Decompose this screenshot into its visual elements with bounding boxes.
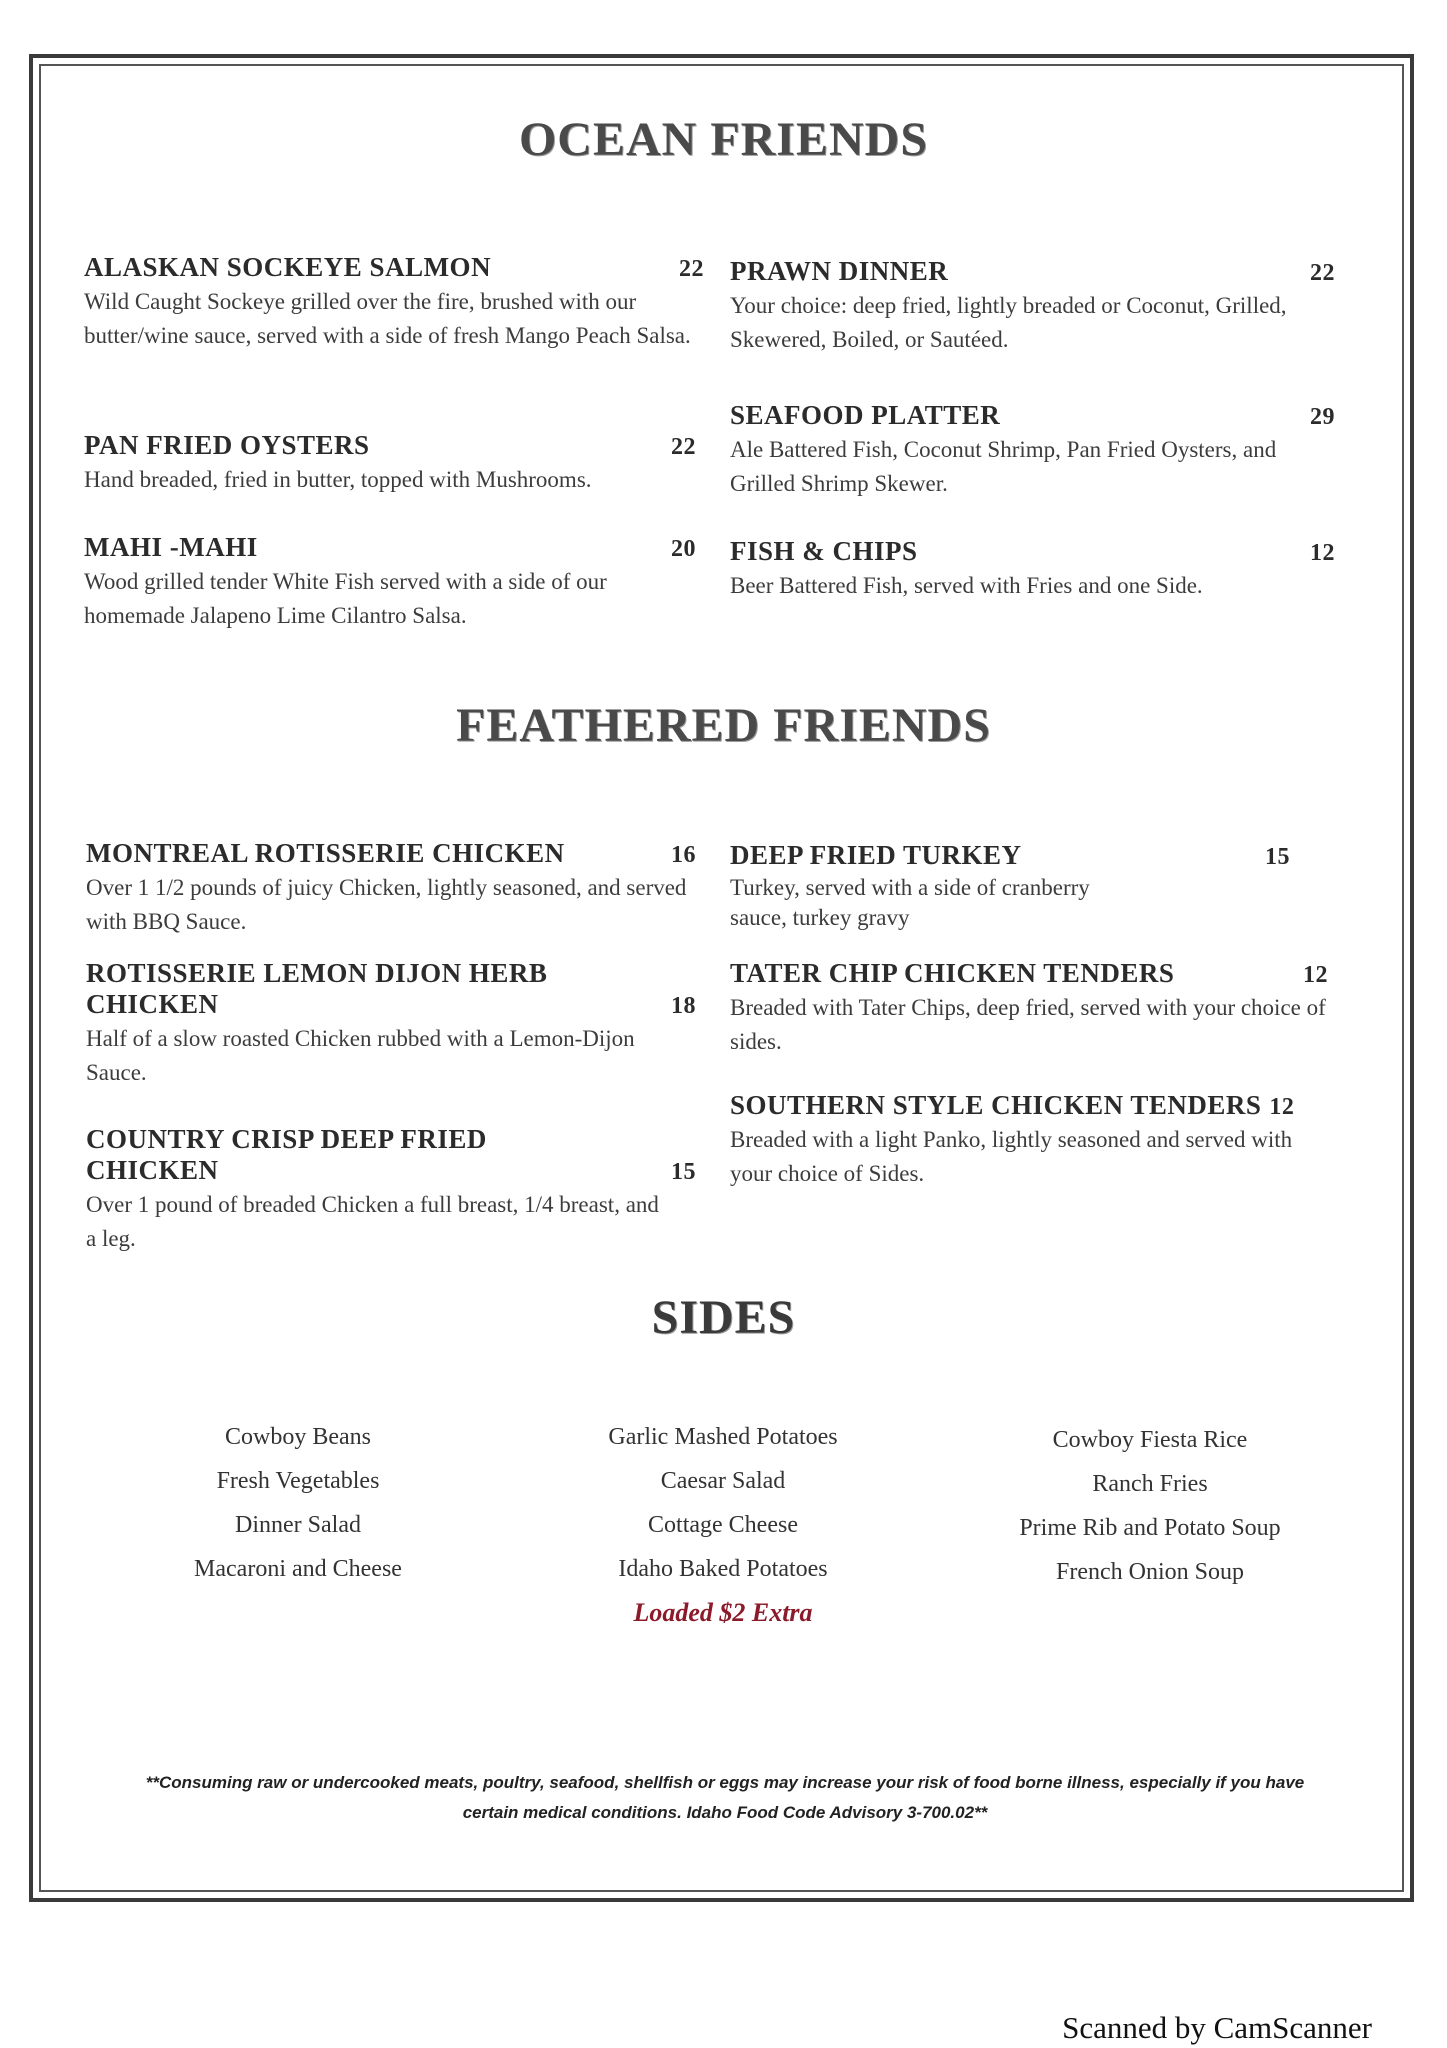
item-name-line2: CHICKEN (86, 1155, 219, 1185)
menu-item-alaskan-sockeye-salmon (84, 252, 704, 353)
menu-item-rotisserie-lemon-dijon-herb-chicken (86, 958, 696, 1090)
item-price: 29 (1310, 404, 1335, 430)
sides-column-1 (118, 1415, 478, 1591)
item-name: COUNTRY CRISP DEEP FRIED (86, 1124, 487, 1154)
menu-item-prawn-dinner (730, 256, 1335, 357)
item-description: Over 1 pound of breaded Chicken a full breast, 1/4 breast, and a leg. (86, 1192, 659, 1251)
menu-item-seafood-platter (730, 400, 1335, 501)
item-name: MONTREAL ROTISSERIE CHICKEN (86, 838, 565, 868)
item-price: 22 (1310, 260, 1335, 286)
item-description: Beer Battered Fish, served with Fries and one Side. (730, 573, 1203, 598)
item-name: TATER CHIP CHICKEN TENDERS (730, 958, 1175, 988)
side-item: Fresh Vegetables (216, 1468, 380, 1494)
side-item: Cowboy Beans (225, 1424, 371, 1450)
menu-item-mahi-mahi (84, 532, 696, 633)
menu-item-country-crisp-deep-fried-chicken (86, 1124, 696, 1256)
side-item: Cottage Cheese (648, 1512, 798, 1538)
item-name: FISH & CHIPS (730, 536, 918, 566)
disclaimer-line-1: **Consuming raw or undercooked meats, poultry, seafood, shellfish or eggs may increase your risk of food borne illness, especially if you have (145, 1773, 1305, 1792)
food-safety-disclaimer (80, 1768, 1370, 1828)
item-description: Turkey, served with a side of cranberry sauce, turkey gravy (730, 875, 1090, 930)
menu-item-southern-style-chicken-tenders (730, 1090, 1335, 1191)
side-item: Cowboy Fiesta Rice (1052, 1427, 1248, 1453)
item-description: Half of a slow roasted Chicken rubbed with a Lemon-Dijon Sauce. (86, 1026, 635, 1085)
item-description: Your choice: deep fried, lightly breaded or Coconut, Grilled, Skewered, Boiled, or Sautéed. (730, 293, 1287, 352)
item-name: MAHI -MAHI (84, 532, 258, 562)
item-name: PRAWN DINNER (730, 256, 949, 286)
side-item: Idaho Baked Potatoes (618, 1556, 828, 1582)
item-name: SOUTHERN STYLE CHICKEN TENDERS (730, 1090, 1262, 1120)
side-item: Dinner Salad (235, 1512, 361, 1538)
camscanner-watermark: Scanned by CamScanner (1062, 2010, 1372, 2045)
ocean-friends-title: OCEAN FRIENDS (518, 113, 929, 166)
side-item: Garlic Mashed Potatoes (608, 1424, 838, 1450)
item-price: 18 (671, 993, 696, 1019)
item-name-line2: CHICKEN (86, 989, 219, 1019)
item-description: Wild Caught Sockeye grilled over the fire, brushed with our butter/wine sauce, served with a side of fresh Mango Peach Salsa. (84, 289, 691, 348)
side-item: Macaroni and Cheese (194, 1556, 402, 1582)
menu-item-pan-fried-oysters (84, 430, 696, 497)
feathered-friends-title: FEATHERED FRIENDS (456, 699, 991, 752)
item-description: Breaded with a light Panko, lightly seasoned and served with your choice of Sides. (730, 1127, 1293, 1186)
item-description: Over 1 1/2 pounds of juicy Chicken, lightly seasoned, and served with BBQ Sauce. (86, 875, 687, 934)
item-price: 20 (671, 536, 696, 562)
item-name: DEEP FRIED TURKEY (730, 840, 1022, 870)
item-name: PAN FRIED OYSTERS (84, 430, 370, 460)
sides-column-3 (970, 1418, 1330, 1594)
menu-item-deep-fried-turkey (730, 840, 1290, 933)
item-name: ROTISSERIE LEMON DIJON HERB (86, 958, 548, 988)
item-description: Hand breaded, fried in butter, topped with Mushrooms. (84, 467, 592, 492)
item-price: 22 (679, 256, 704, 282)
item-description: Ale Battered Fish, Coconut Shrimp, Pan Fried Oysters, and Grilled Shrimp Skewer. (730, 437, 1277, 496)
side-item: Ranch Fries (1092, 1471, 1208, 1497)
sides-title: SIDES (651, 1291, 796, 1344)
side-item: Caesar Salad (660, 1468, 786, 1494)
side-item: Prime Rib and Potato Soup (1019, 1515, 1281, 1541)
item-price: 15 (671, 1159, 696, 1185)
loaded-extra-note: Loaded $2 Extra (633, 1598, 813, 1627)
item-name: SEAFOOD PLATTER (730, 400, 1001, 430)
sides-column-2 (543, 1415, 903, 1635)
item-price: 22 (671, 434, 696, 460)
item-description: Wood grilled tender White Fish served with a side of our homemade Jalapeno Lime Cilantro Salsa. (84, 569, 607, 628)
side-item: French Onion Soup (1056, 1559, 1244, 1585)
item-price: 15 (1265, 844, 1290, 870)
item-price: 12 (1310, 540, 1335, 566)
menu-item-montreal-rotisserie-chicken (86, 838, 696, 939)
item-price: 12 (1269, 1094, 1295, 1120)
item-name: ALASKAN SOCKEYE SALMON (84, 252, 492, 282)
item-price: 12 (1303, 962, 1328, 988)
menu-item-tater-chip-chicken-tenders (730, 958, 1328, 1059)
item-description: Breaded with Tater Chips, deep fried, served with your choice of sides. (730, 995, 1326, 1054)
disclaimer-line-2: certain medical conditions. Idaho Food Code Advisory 3-700.02** (462, 1803, 988, 1822)
menu-item-fish-and-chips (730, 536, 1335, 603)
item-price: 16 (671, 842, 696, 868)
